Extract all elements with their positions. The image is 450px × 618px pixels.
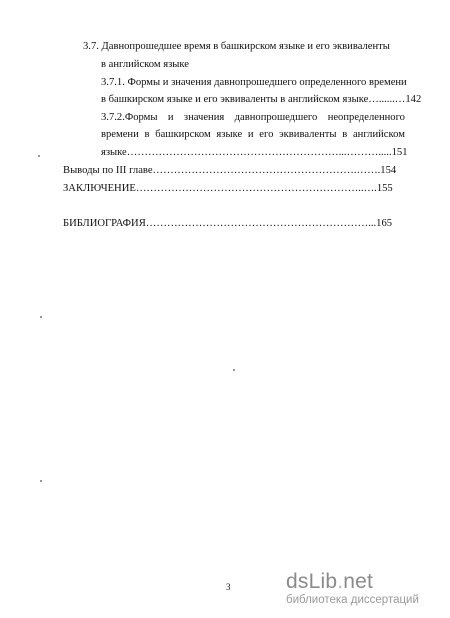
toc-entry-3-7-1: 3.7.1. Формы и значения давнопрошедшего определенного времени — [101, 77, 407, 88]
toc-word: значения — [183, 112, 225, 123]
toc-word: его — [259, 129, 274, 140]
scan-speck — [40, 316, 42, 318]
toc-word: английском — [352, 129, 405, 140]
watermark-logo: dsLib.net — [286, 570, 374, 593]
toc-word: 3.7.2.Формы — [101, 112, 158, 123]
toc-entry-conclusion: ЗАКЛЮЧЕНИЕ………………………………………………………..….155 — [63, 183, 393, 194]
toc-entry-3-7-2 — [101, 111, 405, 124]
toc-word: башкирском — [155, 129, 211, 140]
watermark-subtitle: библиотека диссертаций — [286, 594, 419, 606]
scan-speck — [233, 369, 235, 371]
toc-entry-bibliography: БИБЛИОГРАФИЯ………………………………………………………...165 — [63, 218, 393, 229]
toc-entry-3-7-continued: в английском языке — [101, 59, 189, 70]
toc-word: неопределенного — [327, 112, 405, 123]
toc-word: давнопрошедшего — [234, 112, 318, 123]
toc-word: языке — [216, 129, 243, 140]
scan-speck — [38, 155, 40, 157]
page-number: 3 — [226, 582, 231, 592]
toc-entry-3-7: 3.7. Давнопрошедшее время в башкирском языке и его эквиваленты — [83, 41, 390, 52]
toc-word: в — [342, 129, 348, 140]
toc-word: эквиваленты — [279, 129, 337, 140]
toc-entry-conclusions-chapter-3: Выводы по III главе………………………………………………….…….154 — [63, 165, 397, 176]
watermark — [286, 571, 419, 607]
toc-word: времени — [101, 129, 139, 140]
toc-entry-3-7-2-continued — [101, 128, 405, 141]
toc-word: и — [167, 112, 174, 123]
scan-speck — [40, 480, 42, 482]
toc-entry-3-7-1-continued: в башкирском языке и его эквиваленты в английском языке…......…142 — [101, 94, 422, 105]
toc-entry-3-7-2-end: языке……………………………………………………...……….....151 — [101, 147, 408, 158]
toc-word: и — [247, 129, 254, 140]
toc-word: в — [144, 129, 150, 140]
